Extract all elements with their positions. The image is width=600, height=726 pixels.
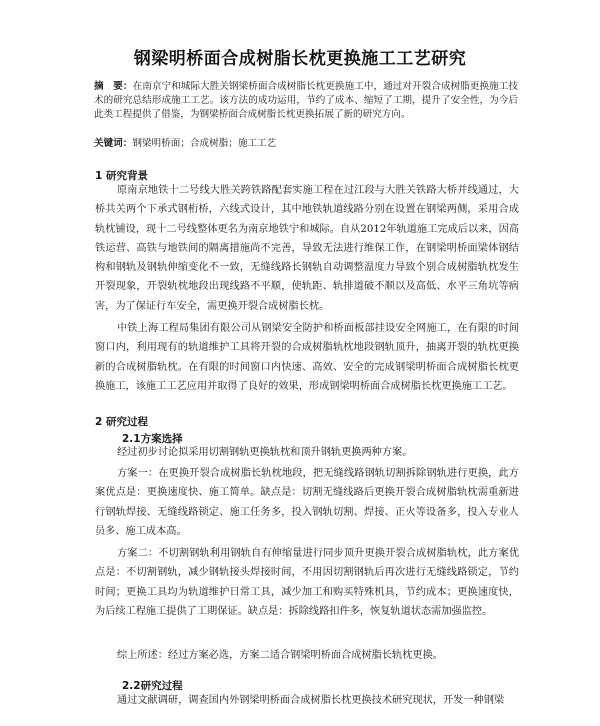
- section-heading-process: 2 研究过程: [95, 416, 148, 428]
- abstract-text: 在南京宁和城际大胜关钢梁桥面合成树脂长枕更换施工中，通过对开裂合成树脂更换施工技术的研究总结形成施工工艺。该方法的成功运用，节约了成本、缩短了工期，提升了安全性，为今后此类工程提供了借鉴，为钢梁桥面合成树脂长枕更换拓展了新的研究方向。: [94, 81, 519, 120]
- paragraph-plan-conclusion: 综上所述：经过方案必选，方案二适合钢梁明桥面合成树脂长轨枕更换。: [117, 650, 443, 661]
- paragraph-plan-intro: 经过初步讨论拟采用切割钢轨更换轨枕和顶升钢轨更换两种方案。: [117, 447, 413, 458]
- keywords: [94, 137, 518, 151]
- paragraph-background-2: 中铁上海工程局集团有限公司从钢梁安全防护和桥面板部挂设安全网施工，在有限的时间窗口内，利用现有的轨道维护工具将开裂的合成树脂轨枕地段钢轨顶升，抽离开裂的轨枕更换新的合成树脂轨枕。在有限的时间窗口内快速、高效、安全的完成钢梁明桥面合成树脂长枕更换施工，该施工工艺应用并取得了良好的效果，形成钢梁明桥面合成树脂长枕更换施工工艺。: [95, 323, 519, 392]
- section-heading-background: 1 研究背景: [95, 170, 148, 182]
- abstract-label: 摘 要：: [94, 81, 133, 92]
- abstract: [94, 80, 518, 122]
- subsection-heading-plan: 2.1方案选择: [122, 433, 183, 445]
- keywords-label: 关键词：: [94, 138, 133, 149]
- paragraph-research-1: 通过文献调研，调查国内外钢梁明桥面合成树脂长枕更换技术研究现状，开发一种钢梁: [117, 695, 505, 706]
- paper-title: 钢梁明桥面合成树脂长枕更换施工工艺研究: [133, 49, 467, 69]
- subsection-heading-research: 2.2研究过程: [122, 680, 183, 692]
- keywords-text: 钢梁明桥面；合成树脂；施工工艺: [132, 138, 277, 149]
- paragraph-plan-two: 方案二：不切割钢轨利用钢轨自有伸缩量进行同步顶升更换开裂合成树脂轨枕，此方案优点是：不切割钢轨，减少钢轨接头焊接时间，不用因切割钢轨后再次进行无缝线路锁定，节约时间；更换工具均为轨道维护日常工具，减少加工和购买特殊机具，节约成本；更换速度快，为后续工程施工提供了工期保证。缺点是：拆除线路扣件多，恢复轨道状态需加强监控。: [95, 548, 519, 617]
- paragraph-plan-one: 方案一：在更换开裂合成树脂长轨枕地段，把无缝线路钢轨切割拆除钢轨进行更换，此方案优点是：更换速度快、施工简单。缺点是：切割无缝线路后更换开裂合成树脂轨枕需重新进行钢轨焊接、无缝线路锁定、施工任务多，投入钢轨切割、焊接、正火等设备多，投入专业人员多、施工成本高。: [95, 468, 519, 537]
- paragraph-background-1: 原南京地铁十二号线大胜关跨铁路配套实施工程在过江段与大胜关铁路大桥并线通过，大桥共关两个下承式钢桁桥，六线式设计，其中地铁轨道线路分别在设置在钢梁两侧，采用合成轨枕铺设，现十二号线整体更名为南京地铁宁和城际。自从2012年轨道施工完成后以来，因高铁运营、高铁与地铁间的隔离措施尚不完善，导致无法进行维保工作，在钢梁明桥面梁体钢结构和钢轨及钢轨伸缩变化不一致，无缝线路长钢轨自动调整温度力导致个别合成树脂轨枕发生开裂现象，开裂轨枕地段出现线路不平顺，使轨距、轨排道破不顺以及高低、水平三角坑等病害，为了保证行车安全，需更换开裂合成树脂长枕。: [95, 185, 519, 312]
